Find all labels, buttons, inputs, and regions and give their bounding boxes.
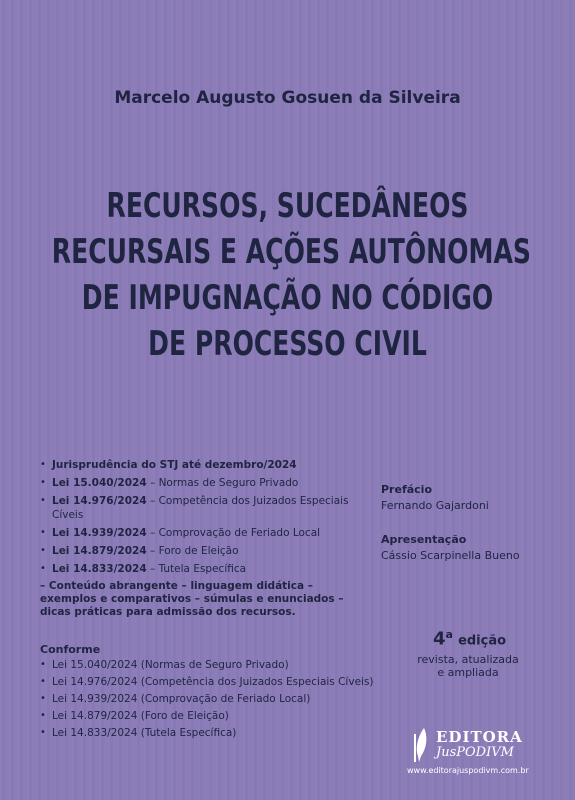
law-name: Lei 14.976/2024: [52, 495, 147, 507]
publisher-logo: [412, 726, 523, 764]
bullet-icon: •: [40, 659, 46, 670]
edition-sub-line: e ampliada: [437, 666, 499, 680]
presentation-label: Apresentação: [381, 533, 467, 546]
conforme-item: Lei 14.976/2024 (Competência dos Juizados Especiais Cíveis): [52, 676, 374, 688]
law-name: Jurisprudência do STJ até dezembro/2024: [52, 459, 297, 471]
author-name: Marcelo Augusto Gosuen da Silveira: [114, 88, 461, 108]
presentation-block: [381, 533, 520, 562]
preface-label: Prefácio: [381, 483, 433, 496]
content-summary: – Conteúdo abrangente – linguagem didática – exemplos e comparativos – súmulas e enunciados – dicas práticas para admissão dos recursos.: [40, 580, 344, 618]
bullet-icon: •: [40, 693, 46, 704]
edition-sub-line: revista, atualizada: [417, 653, 519, 667]
quill-logo-icon: [412, 726, 430, 764]
list-item: [38, 476, 356, 490]
preface-block: [381, 483, 489, 512]
bullet-icon: •: [40, 727, 46, 738]
edition-number: 4: [433, 628, 446, 650]
law-name: Lei 14.879/2024: [52, 545, 147, 557]
title-line: DE PROCESSO CIVIL: [148, 324, 427, 364]
law-updates-list: [38, 458, 356, 580]
bullet-icon: •: [40, 477, 46, 488]
list-item: [38, 726, 378, 740]
list-item: [38, 526, 356, 540]
publisher-subname: JusPODIVM: [436, 745, 514, 760]
list-item: [38, 692, 378, 706]
law-name: Lei 14.833/2024: [52, 563, 147, 575]
conforme-item: Lei 14.833/2024 (Tutela Específica): [52, 727, 237, 739]
presentation-name: Cássio Scarpinella Bueno: [381, 549, 520, 562]
law-name: Lei 14.939/2024: [52, 527, 147, 539]
conforme-item: Lei 15.040/2024 (Normas de Seguro Privado): [52, 659, 289, 671]
edition-block: [417, 628, 523, 680]
bullet-icon: •: [40, 459, 46, 470]
bullet-icon: •: [40, 495, 46, 506]
title-line: RECURSOS, SUCEDÂNEOS: [106, 186, 469, 226]
bullet-icon: •: [40, 710, 46, 721]
preface-name: Fernando Gajardoni: [381, 499, 489, 512]
book-title: [0, 183, 575, 367]
conforme-list: [38, 658, 378, 743]
list-item: [38, 458, 356, 472]
law-desc: – Foro de Eleição: [146, 545, 239, 557]
edition-word: edição: [458, 633, 507, 649]
conforme-item: Lei 14.939/2024 (Comprovação de Feriado Local): [52, 693, 311, 705]
publisher-name: EDITORA: [436, 728, 523, 746]
edition-subtitle: [413, 653, 523, 679]
law-desc: – Normas de Seguro Privado: [146, 477, 299, 489]
list-item: [38, 709, 378, 723]
bullet-icon: •: [40, 527, 46, 538]
law-desc: – Tutela Específica: [146, 563, 247, 575]
title-line: DE IMPUGNAÇÃO NO CÓDIGO: [81, 278, 494, 318]
law-name: Lei 15.040/2024: [52, 477, 147, 489]
title-line: RECURSAIS E AÇÕES AUTÔNOMAS: [51, 232, 531, 272]
publisher-website: www.editorajuspodivm.com.br: [407, 766, 529, 775]
list-item: [38, 494, 356, 522]
list-item: [38, 544, 356, 558]
conforme-item: Lei 14.879/2024 (Foro de Eleição): [52, 710, 229, 722]
bullet-icon: •: [40, 676, 46, 687]
bullet-icon: •: [40, 563, 46, 574]
edition-sup: a: [445, 628, 453, 641]
list-item: [38, 675, 378, 689]
list-item: [38, 658, 378, 672]
law-desc: – Comprovação de Feriado Local: [146, 527, 321, 539]
bullet-icon: •: [40, 545, 46, 556]
conforme-heading: Conforme: [40, 643, 101, 656]
list-item: [38, 562, 356, 576]
law-desc: – Competência dos Juizados Especiais Cíveis: [52, 495, 349, 521]
